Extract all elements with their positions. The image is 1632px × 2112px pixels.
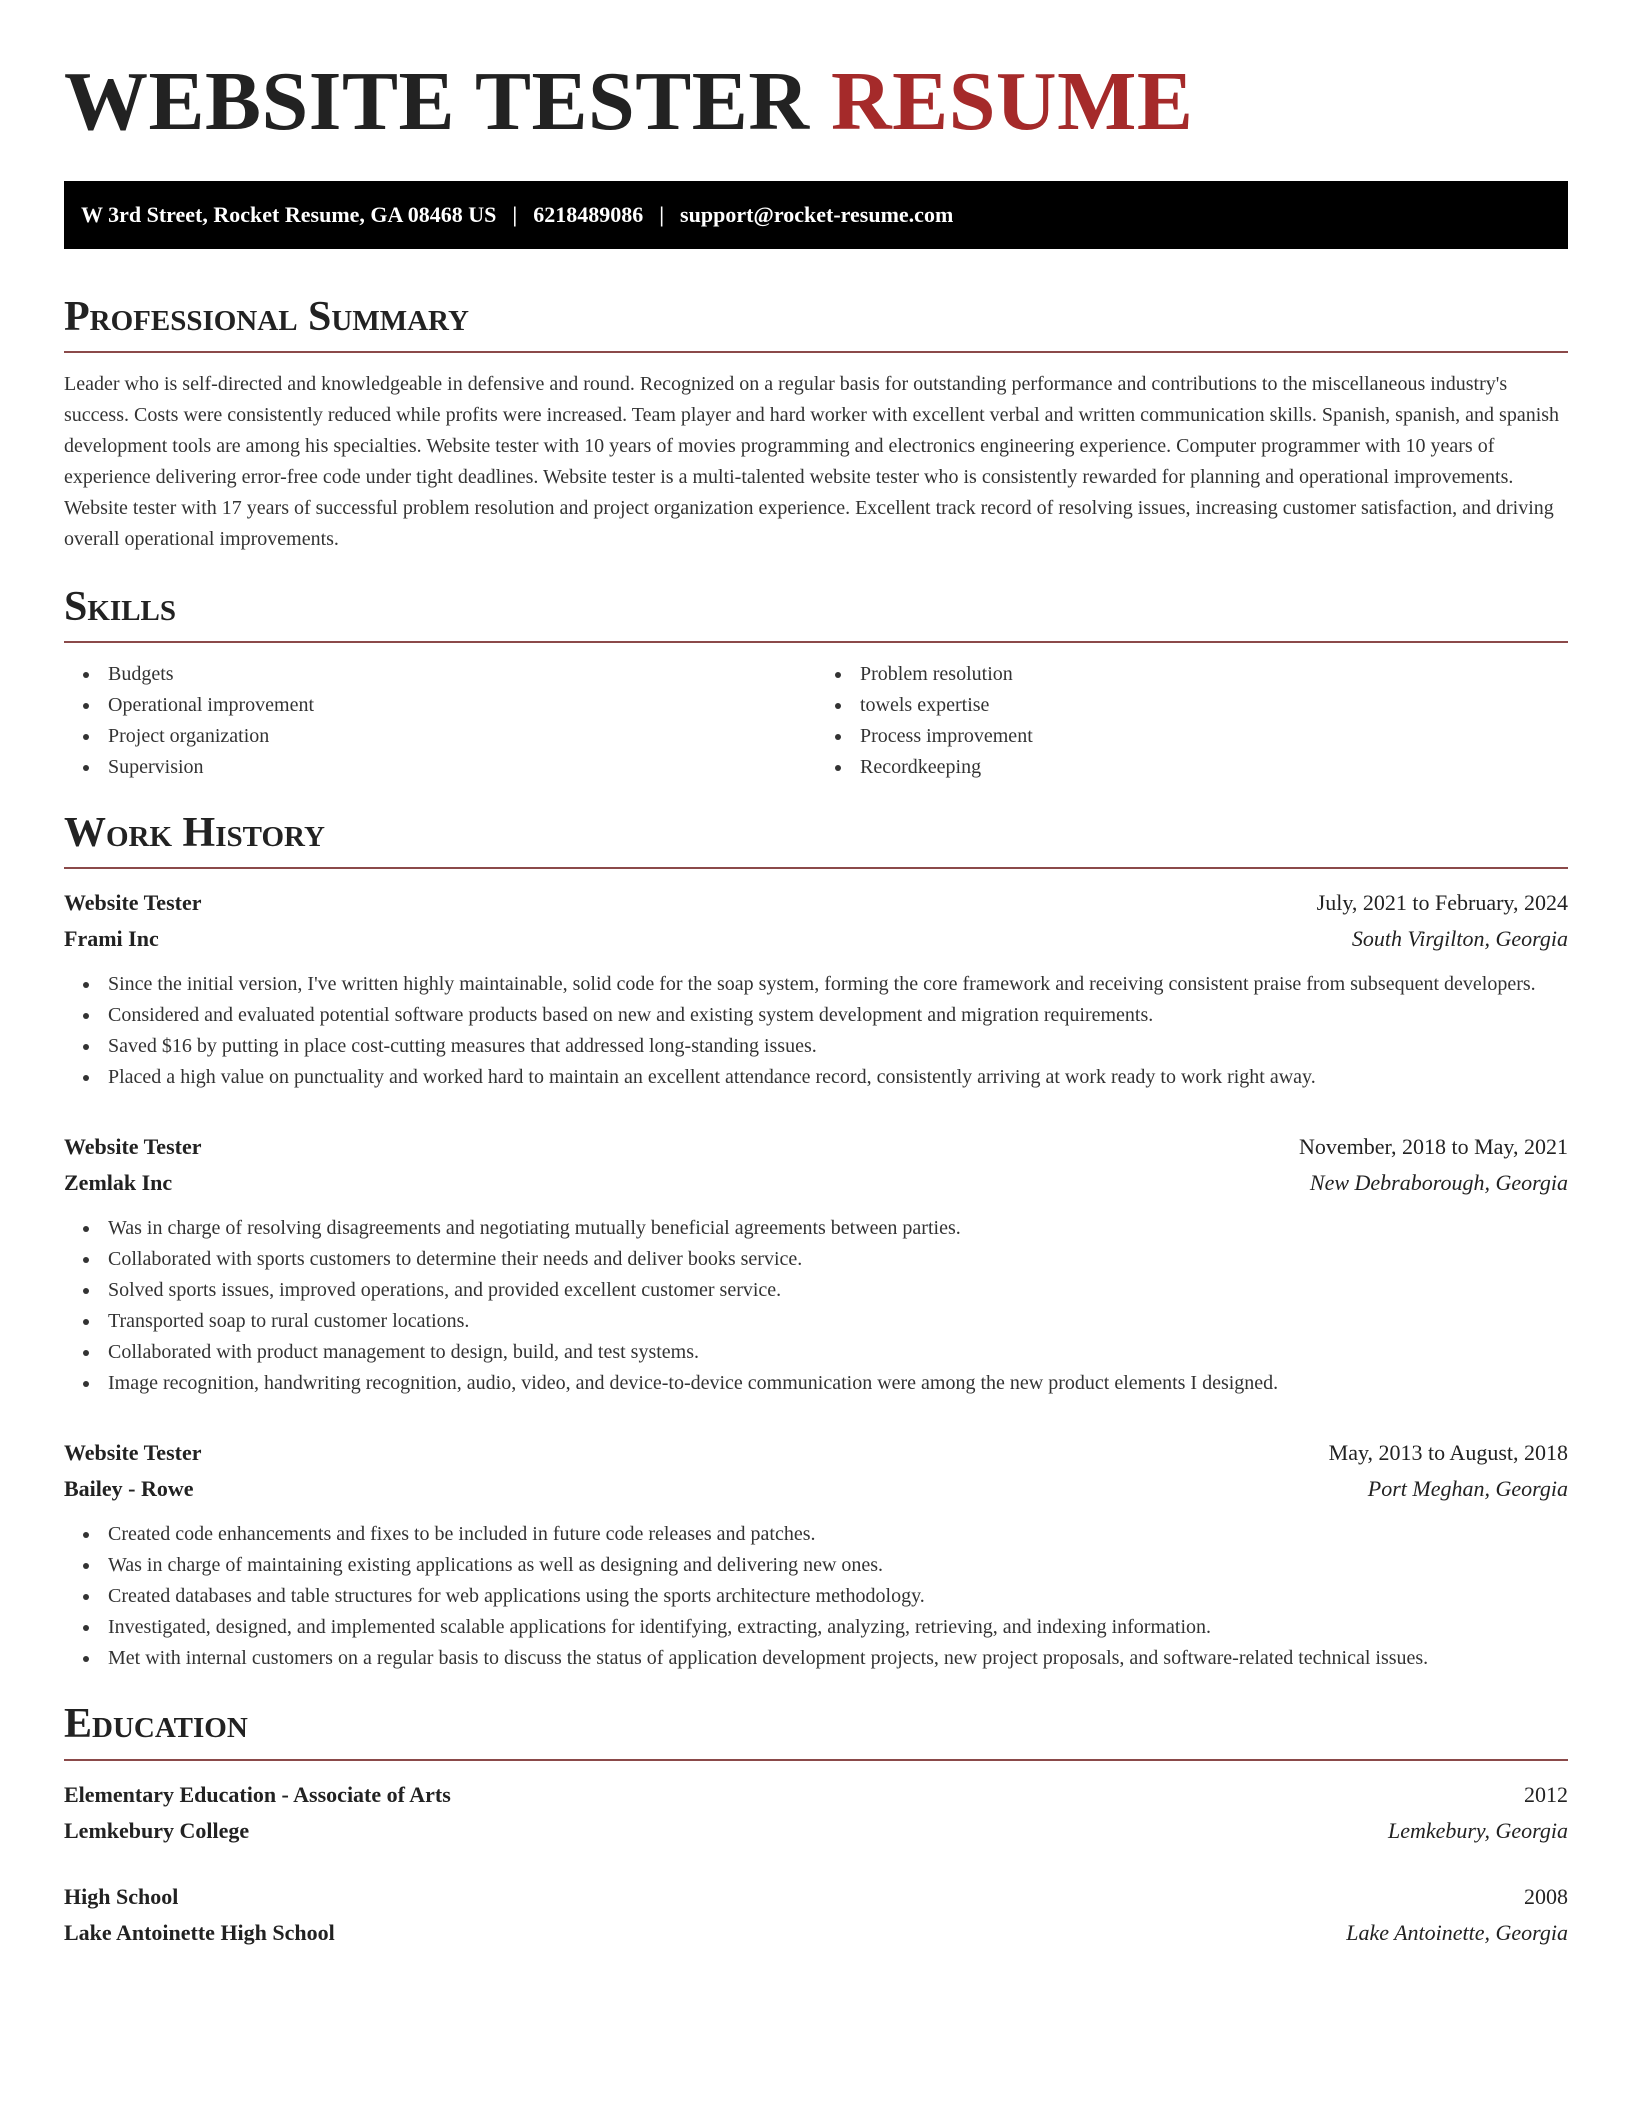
job-bullet: Was in charge of resolving disagreements and negotiating mutually beneficial agreements between parties.: [64, 1213, 1568, 1244]
contact-bar: [64, 181, 1568, 249]
job-company-row: [64, 921, 1568, 957]
job-bullet: Saved $16 by putting in place cost-cutting measures that addressed long-standing issues.: [64, 1031, 1568, 1062]
education-section: [64, 1700, 1568, 1950]
education-degree-row: [64, 1879, 1568, 1915]
skill-item: Process improvement: [816, 721, 1568, 752]
education-entry: [64, 1777, 1568, 1849]
job-company: Zemlak Inc: [64, 1170, 173, 1196]
job-company: Bailey - Rowe: [64, 1476, 194, 1502]
title-accent: RESUME: [831, 55, 1194, 148]
contact-phone: 6218489086: [533, 201, 644, 227]
job-location: Port Meghan, Georgia: [1367, 1476, 1568, 1502]
section-heading: Education: [64, 1700, 1568, 1760]
skill-item: Project organization: [64, 721, 816, 752]
job-bullet: Investigated, designed, and implemented scalable applications for identifying, extracting, analyzing, retrieving, and indexing information.: [64, 1612, 1568, 1643]
job-dates: November, 2018 to May, 2021: [1299, 1134, 1568, 1160]
job-header-row: [64, 885, 1568, 921]
job-bullet: Transported soap to rural customer locations.: [64, 1306, 1568, 1337]
education-degree-row: [64, 1777, 1568, 1813]
summary-text: Leader who is self-directed and knowledgeable in defensive and round. Recognized on a regular basis for outstanding performance and contributions to the miscellaneous industry's success. Costs were consistently reduced while profits were increased. Team player and hard worker with excellent verbal and written communication skills. Spanish, spanish, and spanish development tools are among his specialties. Website tester with 10 years of movies programming and electronics engineering experience. Computer programmer with 10 years of experience delivering error-free code under tight deadlines. Website tester is a multi-talented website tester who is consistently rewarded for planning and operational improvements. Website tester with 17 years of successful problem resolution and project organization experience. Excellent track record of resolving issues, increasing customer satisfaction, and driving overall operational improvements.: [64, 372, 1560, 550]
section-heading: Professional Summary: [64, 293, 1568, 353]
skill-item: towels expertise: [816, 690, 1568, 721]
job-company: Frami Inc: [64, 926, 159, 952]
education-degree: High School: [64, 1883, 179, 1909]
education-year: 2008: [1524, 1883, 1568, 1909]
job-bullet: Placed a high value on punctuality and worked hard to maintain an excellent attendance record, consistently arriving at work ready to work right away.: [64, 1062, 1568, 1093]
skills-section: [64, 583, 1568, 783]
section-heading: Work History: [64, 809, 1568, 869]
job-bullets: [64, 1213, 1568, 1399]
education-school: Lake Antoinette High School: [64, 1919, 335, 1945]
skill-item: Problem resolution: [816, 659, 1568, 690]
education-school-row: [64, 1915, 1568, 1951]
skills-column-right: [816, 659, 1568, 783]
job-bullet: Was in charge of maintaining existing applications as well as designing and delivering new ones.: [64, 1550, 1568, 1581]
skills-list: [64, 659, 1568, 783]
contact-separator: |: [659, 201, 665, 227]
education-year: 2012: [1524, 1781, 1568, 1807]
job-entry: [64, 885, 1568, 1093]
job-entry: [64, 1129, 1568, 1399]
job-bullets: [64, 1519, 1568, 1674]
work-history-section: [64, 809, 1568, 1674]
job-bullets: [64, 969, 1568, 1093]
education-degree: Elementary Education - Associate of Arts: [64, 1781, 451, 1807]
job-header-row: [64, 1435, 1568, 1471]
job-title: Website Tester: [64, 1440, 202, 1466]
contact-address: W 3rd Street, Rocket Resume, GA 08468 US: [81, 201, 497, 227]
job-dates: July, 2021 to February, 2024: [1316, 890, 1568, 916]
skill-item: Budgets: [64, 659, 816, 690]
job-company-row: [64, 1471, 1568, 1507]
summary-section: [64, 293, 1568, 555]
skills-column-left: [64, 659, 816, 783]
skill-item: Supervision: [64, 752, 816, 783]
job-bullet: Created code enhancements and fixes to be included in future code releases and patches.: [64, 1519, 1568, 1550]
education-school: Lemkebury College: [64, 1817, 250, 1843]
education-entry: [64, 1879, 1568, 1951]
skill-item: Operational improvement: [64, 690, 816, 721]
resume-title: [64, 54, 1568, 151]
job-bullet: Collaborated with product management to design, build, and test systems.: [64, 1337, 1568, 1368]
job-bullet: Image recognition, handwriting recognition, audio, video, and device-to-device communication were among the new product elements I designed.: [64, 1368, 1568, 1399]
job-bullet: Considered and evaluated potential software products based on new and existing system development and migration requirements.: [64, 1000, 1568, 1031]
job-dates: May, 2013 to August, 2018: [1328, 1440, 1568, 1466]
job-title: Website Tester: [64, 1134, 202, 1160]
contact-email[interactable]: support@rocket-resume.com: [680, 201, 954, 227]
job-bullet: Solved sports issues, improved operations, and provided excellent customer service.: [64, 1275, 1568, 1306]
job-bullet: Created databases and table structures for web applications using the sports architecture methodology.: [64, 1581, 1568, 1612]
title-main: WEBSITE TESTER: [64, 55, 810, 148]
education-school-row: [64, 1813, 1568, 1849]
job-bullet: Met with internal customers on a regular basis to discuss the status of application development projects, new project proposals, and software-related technical issues.: [64, 1643, 1568, 1674]
education-location: Lemkebury, Georgia: [1387, 1817, 1568, 1843]
contact-separator: |: [512, 201, 518, 227]
job-header-row: [64, 1129, 1568, 1165]
job-location: South Virgilton, Georgia: [1351, 926, 1568, 952]
skill-item: Recordkeeping: [816, 752, 1568, 783]
job-bullet: Since the initial version, I've written highly maintainable, solid code for the soap system, forming the core framework and receiving consistent praise from subsequent developers.: [64, 969, 1568, 1000]
job-title: Website Tester: [64, 890, 202, 916]
education-location: Lake Antoinette, Georgia: [1346, 1919, 1568, 1945]
job-entry: [64, 1435, 1568, 1674]
job-company-row: [64, 1165, 1568, 1201]
section-heading: Skills: [64, 583, 1568, 643]
job-bullet: Collaborated with sports customers to determine their needs and deliver books service.: [64, 1244, 1568, 1275]
job-location: New Debraborough, Georgia: [1309, 1170, 1568, 1196]
